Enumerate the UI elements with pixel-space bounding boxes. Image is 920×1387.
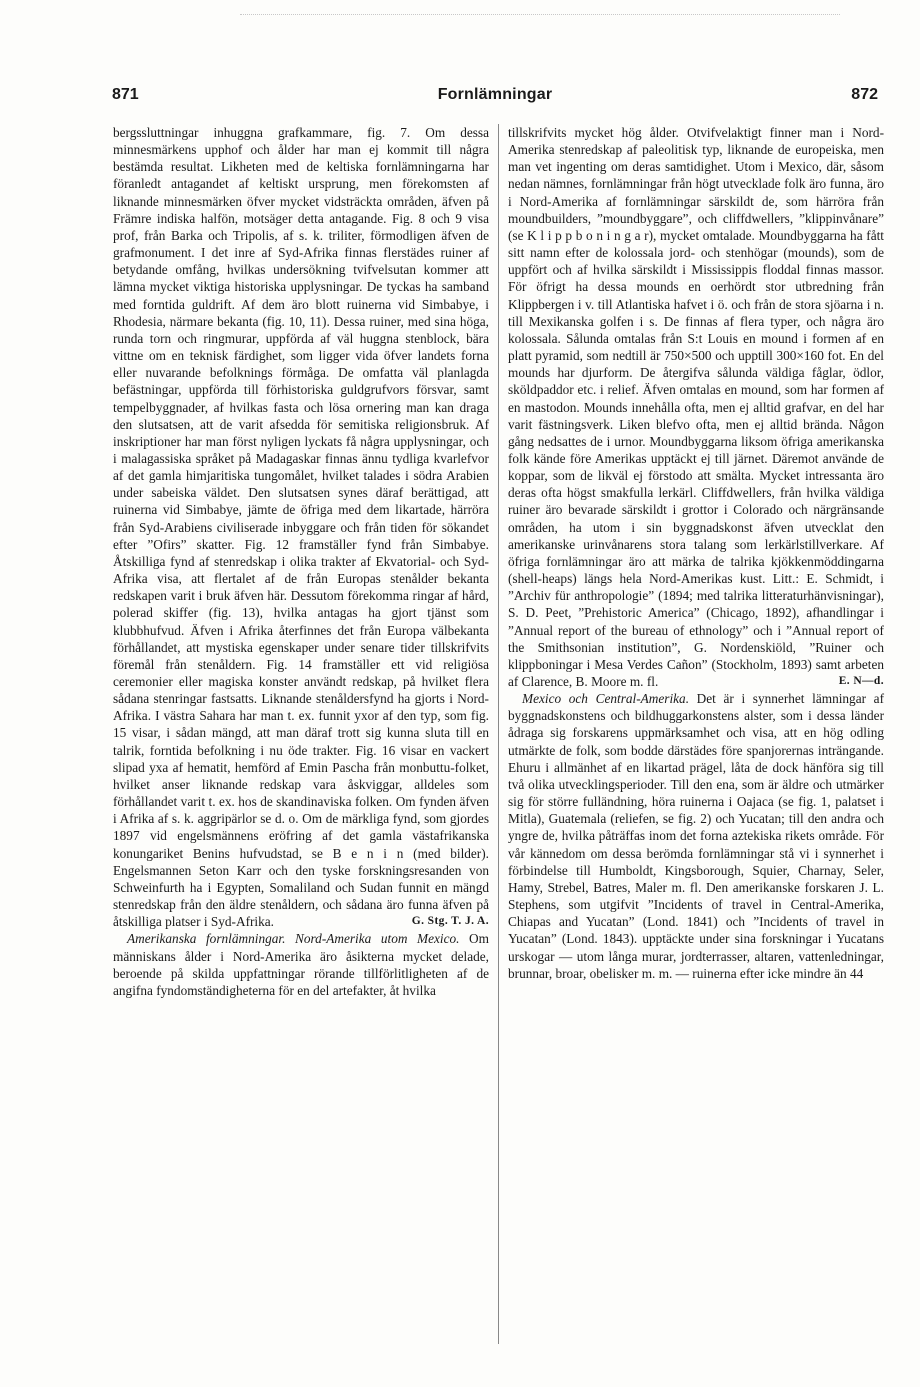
- paragraph: [113, 124, 489, 930]
- column-divider: [498, 124, 499, 1344]
- right-column: [508, 124, 884, 982]
- top-rule: [240, 14, 840, 15]
- paragraph-text: Det är i synnerhet lämningar af byggnadskonstens och bildhuggarkonstens alster, som i dessa länder ådraga sig forskarens uppmärksamhet och visa, att en hög odling utmärkte de folk, som bodde därstädes före spanjorernas inträngande. Ehuru i allmänhet af en likartad prägel, låta de dock hänföra sig till två olika utvecklingsperioder. Till den ena, som är äldre och utmärker sig för större fulländning, höra ruinerna i Oajaca (se fig. 1, palatset i Mitla), Guatemala (reliefen, se fig. 2) och Yucatan; till den andra och yngre de, hvilka påträffas inom det forna aztekiska rikets område. För vår kännedom om dessa berömda fornlämningar stå vi i synnerhet i förbindelse till Humboldt, Kingsborough, Squier, Charnay, Seler, Hamy, Strebel, Batres, Maler m. fl. Den amerikanske forskaren J. L. Stephens, som utgifvit ”Incidents of travel in Central-Amerika, Chiapas and Yucatan” (Lond. 1841) och ”Incidents of travel in Yucatan” (Lond. 1843). upptäckte under sina forskningar i Yucatans urskogar — utom långa murar, jordterrasser, altaren, vattenledningar, brunnar, broar, obelisker m. m. — ruinerna efter icke mindre än 44: [508, 691, 885, 981]
- author-signature: G. Stg. T. J. A.: [411, 915, 489, 928]
- paragraph-text: Om människans ålder i Nord-Amerika äro åsikterna mycket delade, beroende på skilda uppfattningar rörande tillförlitligheten af de angifna fyndomständigheterna för en del artefakter, åt hvilka: [113, 931, 489, 998]
- paragraph: [113, 930, 489, 999]
- paragraph: [508, 690, 884, 982]
- page-number-right: 872: [851, 86, 878, 103]
- paragraph-text: tillskrifvits mycket hög ålder. Otvifvelaktigt finner man i Nord-Amerika stenredskap af paleolitisk typ, liknande de europeiska, men man vet ingenting om deras samtidighet. Utom i Mexico, där, såsom nedan nämnes, fornlämningar från högt utvecklade folk äro funna, äro i Nord-Amerika af fornlämningar särskildt de, som härröra från moundbuilders, ”moundbyggare”, och cliffdwellers, ”klippinvånare” (se K l i p p b o n i n g a r), mycket omtalade. Moundbyggarna ha fått sitt namn efter de kolossala jord- och stenhögar (mounds), som de uppfört och af hvilka särskildt i Mississippis floddal finnas massor. För öfrigt ha dessa mounds en oerhördt stor utbredning från Klippbergen i v. till Atlantiska hafvet i ö. och från de stora sjöarna i n. till Mexikanska golfen i s. De finnas af flera typer, och några äro kolossala. Sålunda omtalas från S:t Louis en mound i formen af en platt pyramid, som nedtill är 750×500 och upptill 300×160 fot. En del mounds har djurform. De återgifva sålunda väldiga fåglar, ödlor, sköldpaddor etc. i relief. Äfven omtalas en mound, som har formen af en mastodon. Mounds innehålla ofta, men ej alltid grafvar, en del har varit fästningsverk. Liken blefvo ofta, men ej alltid brända. Någon gång nedsattes de i urnor. Moundbyggarna liksom öfriga amerikanska folk kände före Amerikas upptäckt ej till järnet. Däremot använde de koppar, som de likväl ej förstodo att smälta. Mycket intressanta äro deras ofta högst smakfulla lerkärl. Cliffdwellers, från hvilka väldiga ruiner äro bevarade särskildt i grottor i Colorado och närgränsande områden, ha utom i sin byggnadskonst äfven utvecklat den amerikanske urinvånarens stora talang som lerkärlstillverkare. Af öfriga fornlämningar äro att märka de talrika kjökkenmöddingarna (shell-heaps) längs hela Nord-Amerikas kust. Litt.: E. Schmidt, i ”Archiv für anthropologie” (1894; med talrika litteraturhänvisningar), S. D. Peet, ”Prehistoric America” (Chicago, 1892), afhandlingar i ”Annual report of the bureau of ethnology” och i ”Annual report of the Smithsonian institution”, G. Nordenskiöld, ”Ruiner och klippboningar i Mesa Verdes Cañon” (Stockholm, 1893) samt arbeten af Clarence, B. Moore m. fl.: [508, 125, 884, 689]
- paragraph-text: bergssluttningar inhuggna grafkammare, fig. 7. Om dessa minnesmärkens upphof och ålder har man ej kommit till några bestämda resultat. Likheten med de keltiska fornlämningarna har föranledt antagandet af keltiskt ursprung, men förekomsten af liknande minnesmärken öfver mycket vidsträckta områden, äfven på Främre indiska halfön, motsäger detta antagande. Fig. 8 och 9 visa prof, från Barka och Tripolis, af s. k. triliter, förmodligen äfven de grafmonument. I det inre af Syd-Afrika finnas flerstädes ruiner af betydande omfång, hvilkas undersökning tvifvelsutan kommer att lämna mycket viktiga historiska upplysningar. De tyckas ha samband med forntida guldrift. Af dem äro blott ruinerna vid Simbabye, i Rhodesia, närmare bekanta (fig. 10, 11). Dessa ruiner, med sina höga, runda torn och ringmurar, uppförda af väl huggna stenblock, bära vittne om en teknisk färdighet, som ligger vida öfver landets forna eller nuvarande befolknings förmåga. De omfatta väl planlagda befästningar, uppförda till förhistoriska guldgrufvors försvar, samt tempelbyggnader, af hvilkas fasta och lösa ornering man kan draga den slutsatsen, att de varit afsedda för semitiska religionsbruk. Af inskriptioner har man först nyligen lyckats få några upplysningar, och i malagassiska språket på Madagaskar finnas ännu tydliga kvarlefvor af det gamla himjaritiska tungomålet, hvilket talades i södra Arabien under sabeiska väldet. Den slutsatsen synes däraf berättigad, att ruinerna vid Simbabye, jämte de öfriga med dem likartade, härröra från Syd-Arabiens civiliserade inbyggare och från tiden för sökandet efter ”Ofirs” skatter. Fig. 12 framställer fynd från Simbabye. Åtskilliga fynd af stenredskap i olika trakter af Ekvatorial- och Syd-Afrika visa, att flertalet af de från Europas stenålder bekanta redskapen varit i bruk äfven här. Dessutom förekomma ringar af hård, polerad skiffer (fig. 13), hvilka antagas ha gjort tjänst som klubbhufvud. Äfven i Afrika återfinnes det från Europa välbekanta förhållandet, att mystiska egenskaper under senare tider tillskrifvits föremål från stenåldern. Fig. 14 framställer ett vid religiösa ceremonier eller magiska konster användt redskap, på hvilket flera sådana stenringar fastsatts. Liknande stenåldersfynd ha gjorts i Nord-Afrika. I västra Sahara har man t. ex. funnit yxor af den typ, som fig. 15 visar, i sådan mängd, att man däraf trott sig kunna sluta till en talrik, forntida befolkning i nu öde trakter. Fig. 16 visar en vackert slipad yxa af hematit, hemförd af Emin Pascha från monbuttu-folket, hvilket anser liknande redskap vara åskviggar, alldeles som förhållandet varit t. ex. hos de skandinaviska folken. Om fynden äfven i Afrika af s. k. aggripärlor se d. o. Om de märkliga fynd, som gjordes 1897 vid engelsmännens eröfring af det gamla västafrikanska konungariket Benins hufvudstad, se B e n i n (med bilder). Engelsmannen Seton Karr och den tyske forskningsresanden von Schweinfurth ha i Egypten, Somaliland och Sudan funnit en mängd stenredskap från den äldre stenåldern, och sådana äro funna äfven på åtskilliga platser i Syd-Afrika.: [113, 125, 489, 930]
- left-column: [113, 124, 489, 999]
- section-heading: Amerikanska fornlämningar. Nord-Amerika utom Mexico.: [127, 931, 460, 947]
- running-title: Fornlämningar: [437, 86, 553, 103]
- page-header: [112, 86, 878, 114]
- section-heading: Mexico och Central-Amerika.: [522, 691, 690, 707]
- author-signature: E. N—d.: [838, 675, 884, 687]
- paragraph: [508, 124, 884, 690]
- page-number-left: 871: [112, 86, 139, 103]
